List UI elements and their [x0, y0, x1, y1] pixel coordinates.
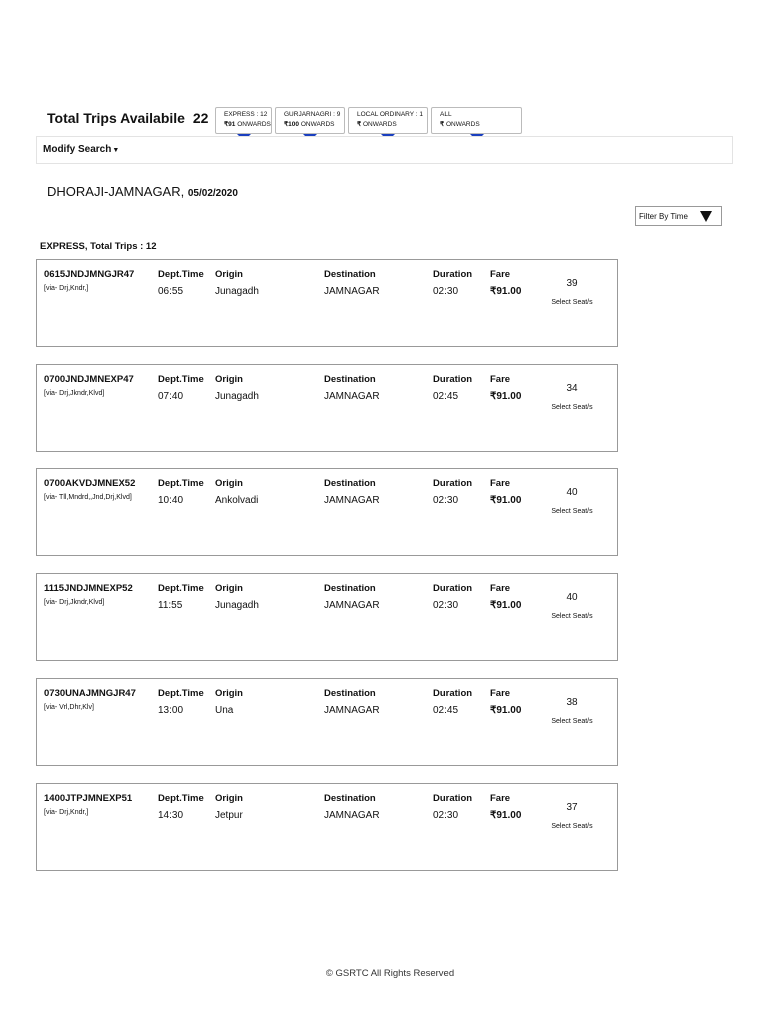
dept-time-label: Dept.Time — [158, 793, 204, 804]
tab-all-fare: ₹ ONWARDS — [440, 121, 480, 128]
destination-label: Destination — [324, 583, 376, 594]
available-seats: 40 — [566, 592, 578, 603]
origin-value: Jetpur — [215, 810, 243, 821]
tab-local-ordinary[interactable] — [348, 107, 428, 134]
trip-via: [via- Drj,Jkndr,Klvd] — [44, 599, 105, 606]
fare-value: ₹91.00 — [490, 286, 522, 297]
duration-value: 02:30 — [433, 810, 459, 821]
trip-via: [via- Drj,Kndr,] — [44, 285, 89, 292]
origin-label: Origin — [215, 583, 243, 594]
route-date: 05/02/2020 — [187, 188, 238, 199]
destination-value: JAMNAGAR — [324, 391, 380, 402]
dept-time-label: Dept.Time — [158, 374, 204, 385]
destination-label: Destination — [324, 688, 376, 699]
trip-via: [via- Tll,Mndrd,,Jnd,Drj,Klvd] — [44, 494, 132, 501]
available-seats: 37 — [566, 802, 578, 813]
dept-time-label: Dept.Time — [158, 269, 204, 280]
origin-value: Una — [215, 705, 234, 716]
dept-time-label: Dept.Time — [158, 688, 204, 699]
origin-value: Junagadh — [215, 600, 259, 611]
total-trips-label: Total Trips Availabile — [47, 110, 185, 126]
duration-label: Duration — [433, 583, 473, 594]
origin-value: Ankolvadi — [215, 495, 259, 506]
fare-value: ₹91.00 — [490, 705, 522, 716]
destination-label: Destination — [324, 793, 376, 804]
origin-label: Origin — [215, 688, 243, 699]
trip-via: [via- Drj,Jkndr,Klvd] — [44, 390, 105, 397]
duration-value: 02:30 — [433, 286, 459, 297]
select-seat-link[interactable]: Select Seat/s — [551, 613, 593, 620]
origin-value: Junagadh — [215, 391, 259, 402]
destination-value: JAMNAGAR — [324, 705, 380, 716]
trip-code: 0730UNAJMNGJR47 — [44, 688, 136, 699]
dept-time-value: 07:40 — [158, 391, 184, 402]
tab-gurjarnagri[interactable] — [275, 107, 345, 134]
trip-card — [36, 364, 618, 452]
fare-label: Fare — [490, 374, 511, 385]
dept-time-label: Dept.Time — [158, 583, 204, 594]
destination-value: JAMNAGAR — [324, 495, 380, 506]
available-seats: 39 — [566, 278, 578, 289]
tab-gurjarnagri-label: GURJARNAGRI : 9 — [284, 111, 341, 118]
fare-value: ₹91.00 — [490, 600, 522, 611]
footer-copyright: © GSRTC All Rights Reserved — [325, 968, 455, 979]
tab-local-ordinary-fare: ₹ ONWARDS — [357, 121, 397, 128]
fare-label: Fare — [490, 688, 511, 699]
fare-label: Fare — [490, 269, 511, 280]
fare-value: ₹91.00 — [490, 495, 522, 506]
destination-value: JAMNAGAR — [324, 600, 380, 611]
fare-label: Fare — [490, 478, 511, 489]
destination-label: Destination — [324, 374, 376, 385]
total-trips-title — [47, 110, 208, 126]
total-trips-count: 22 — [192, 110, 209, 126]
duration-value: 02:30 — [433, 600, 459, 611]
duration-label: Duration — [433, 374, 473, 385]
origin-label: Origin — [215, 269, 243, 280]
caret-down-icon: ▼ — [112, 147, 120, 154]
dept-time-value: 11:55 — [158, 600, 183, 611]
duration-label: Duration — [433, 688, 473, 699]
trip-card — [36, 468, 618, 556]
tab-all[interactable] — [431, 107, 522, 134]
origin-label: Origin — [215, 374, 243, 385]
select-seat-link[interactable]: Select Seat/s — [551, 718, 593, 725]
available-seats: 38 — [566, 697, 578, 708]
trip-card — [36, 573, 618, 661]
destination-value: JAMNAGAR — [324, 810, 380, 821]
fare-value: ₹91.00 — [490, 391, 522, 402]
tab-gurjarnagri-fare: ₹100 ONWARDS — [284, 121, 335, 128]
modify-search-bar — [36, 136, 733, 164]
dropdown-triangle-icon — [700, 211, 712, 222]
dept-time-value: 13:00 — [158, 705, 184, 716]
select-seat-link[interactable]: Select Seat/s — [551, 299, 593, 306]
trip-code: 0615JNDJMNGJR47 — [44, 269, 135, 280]
duration-label: Duration — [433, 793, 473, 804]
destination-label: Destination — [324, 478, 376, 489]
duration-value: 02:45 — [433, 705, 459, 716]
select-seat-link[interactable]: Select Seat/s — [551, 823, 593, 830]
trip-via: [via- Drj,Kndr,] — [44, 809, 89, 816]
trip-via: [via- Vrl,Dhr,Klv] — [44, 704, 94, 711]
section-title: EXPRESS, Total Trips : 12 — [40, 241, 157, 252]
dept-time-value: 10:40 — [158, 495, 184, 506]
origin-label: Origin — [215, 793, 243, 804]
modify-search-button[interactable]: Modify Search▼ — [43, 144, 120, 155]
trip-code: 1400JTPJMNEXP51 — [44, 793, 133, 804]
select-seat-link[interactable]: Select Seat/s — [551, 404, 593, 411]
tab-express-fare: ₹91 ONWARDS — [224, 121, 271, 128]
dept-time-value: 06:55 — [158, 286, 184, 297]
fare-label: Fare — [490, 583, 511, 594]
route-name: DHORAJI-JAMNAGAR, — [47, 184, 185, 199]
destination-label: Destination — [324, 269, 376, 280]
fare-value: ₹91.00 — [490, 810, 522, 821]
filter-by-time-select[interactable] — [635, 206, 722, 226]
available-seats: 34 — [566, 383, 578, 394]
route-heading — [47, 184, 238, 199]
tab-all-label: ALL — [440, 111, 452, 118]
trip-code: 1115JNDJMNEXP52 — [44, 583, 133, 594]
trip-code: 0700AKVDJMNEX52 — [44, 478, 136, 489]
trip-code: 0700JNDJMNEXP47 — [44, 374, 134, 385]
trip-card — [36, 259, 618, 347]
tab-express-label: EXPRESS : 12 — [224, 111, 268, 118]
destination-value: JAMNAGAR — [324, 286, 380, 297]
fare-label: Fare — [490, 793, 511, 804]
available-seats: 40 — [566, 487, 578, 498]
select-seat-link[interactable]: Select Seat/s — [551, 508, 593, 515]
origin-label: Origin — [215, 478, 243, 489]
trip-card — [36, 783, 618, 871]
duration-value: 02:45 — [433, 391, 459, 402]
origin-value: Junagadh — [215, 286, 259, 297]
tab-express[interactable] — [215, 107, 272, 134]
dept-time-value: 14:30 — [158, 810, 184, 821]
duration-label: Duration — [433, 269, 473, 280]
trip-card — [36, 678, 618, 766]
filter-label: Filter By Time — [639, 212, 688, 221]
duration-label: Duration — [433, 478, 473, 489]
dept-time-label: Dept.Time — [158, 478, 204, 489]
duration-value: 02:30 — [433, 495, 459, 506]
tab-local-ordinary-label: LOCAL ORDINARY : 1 — [357, 111, 423, 118]
